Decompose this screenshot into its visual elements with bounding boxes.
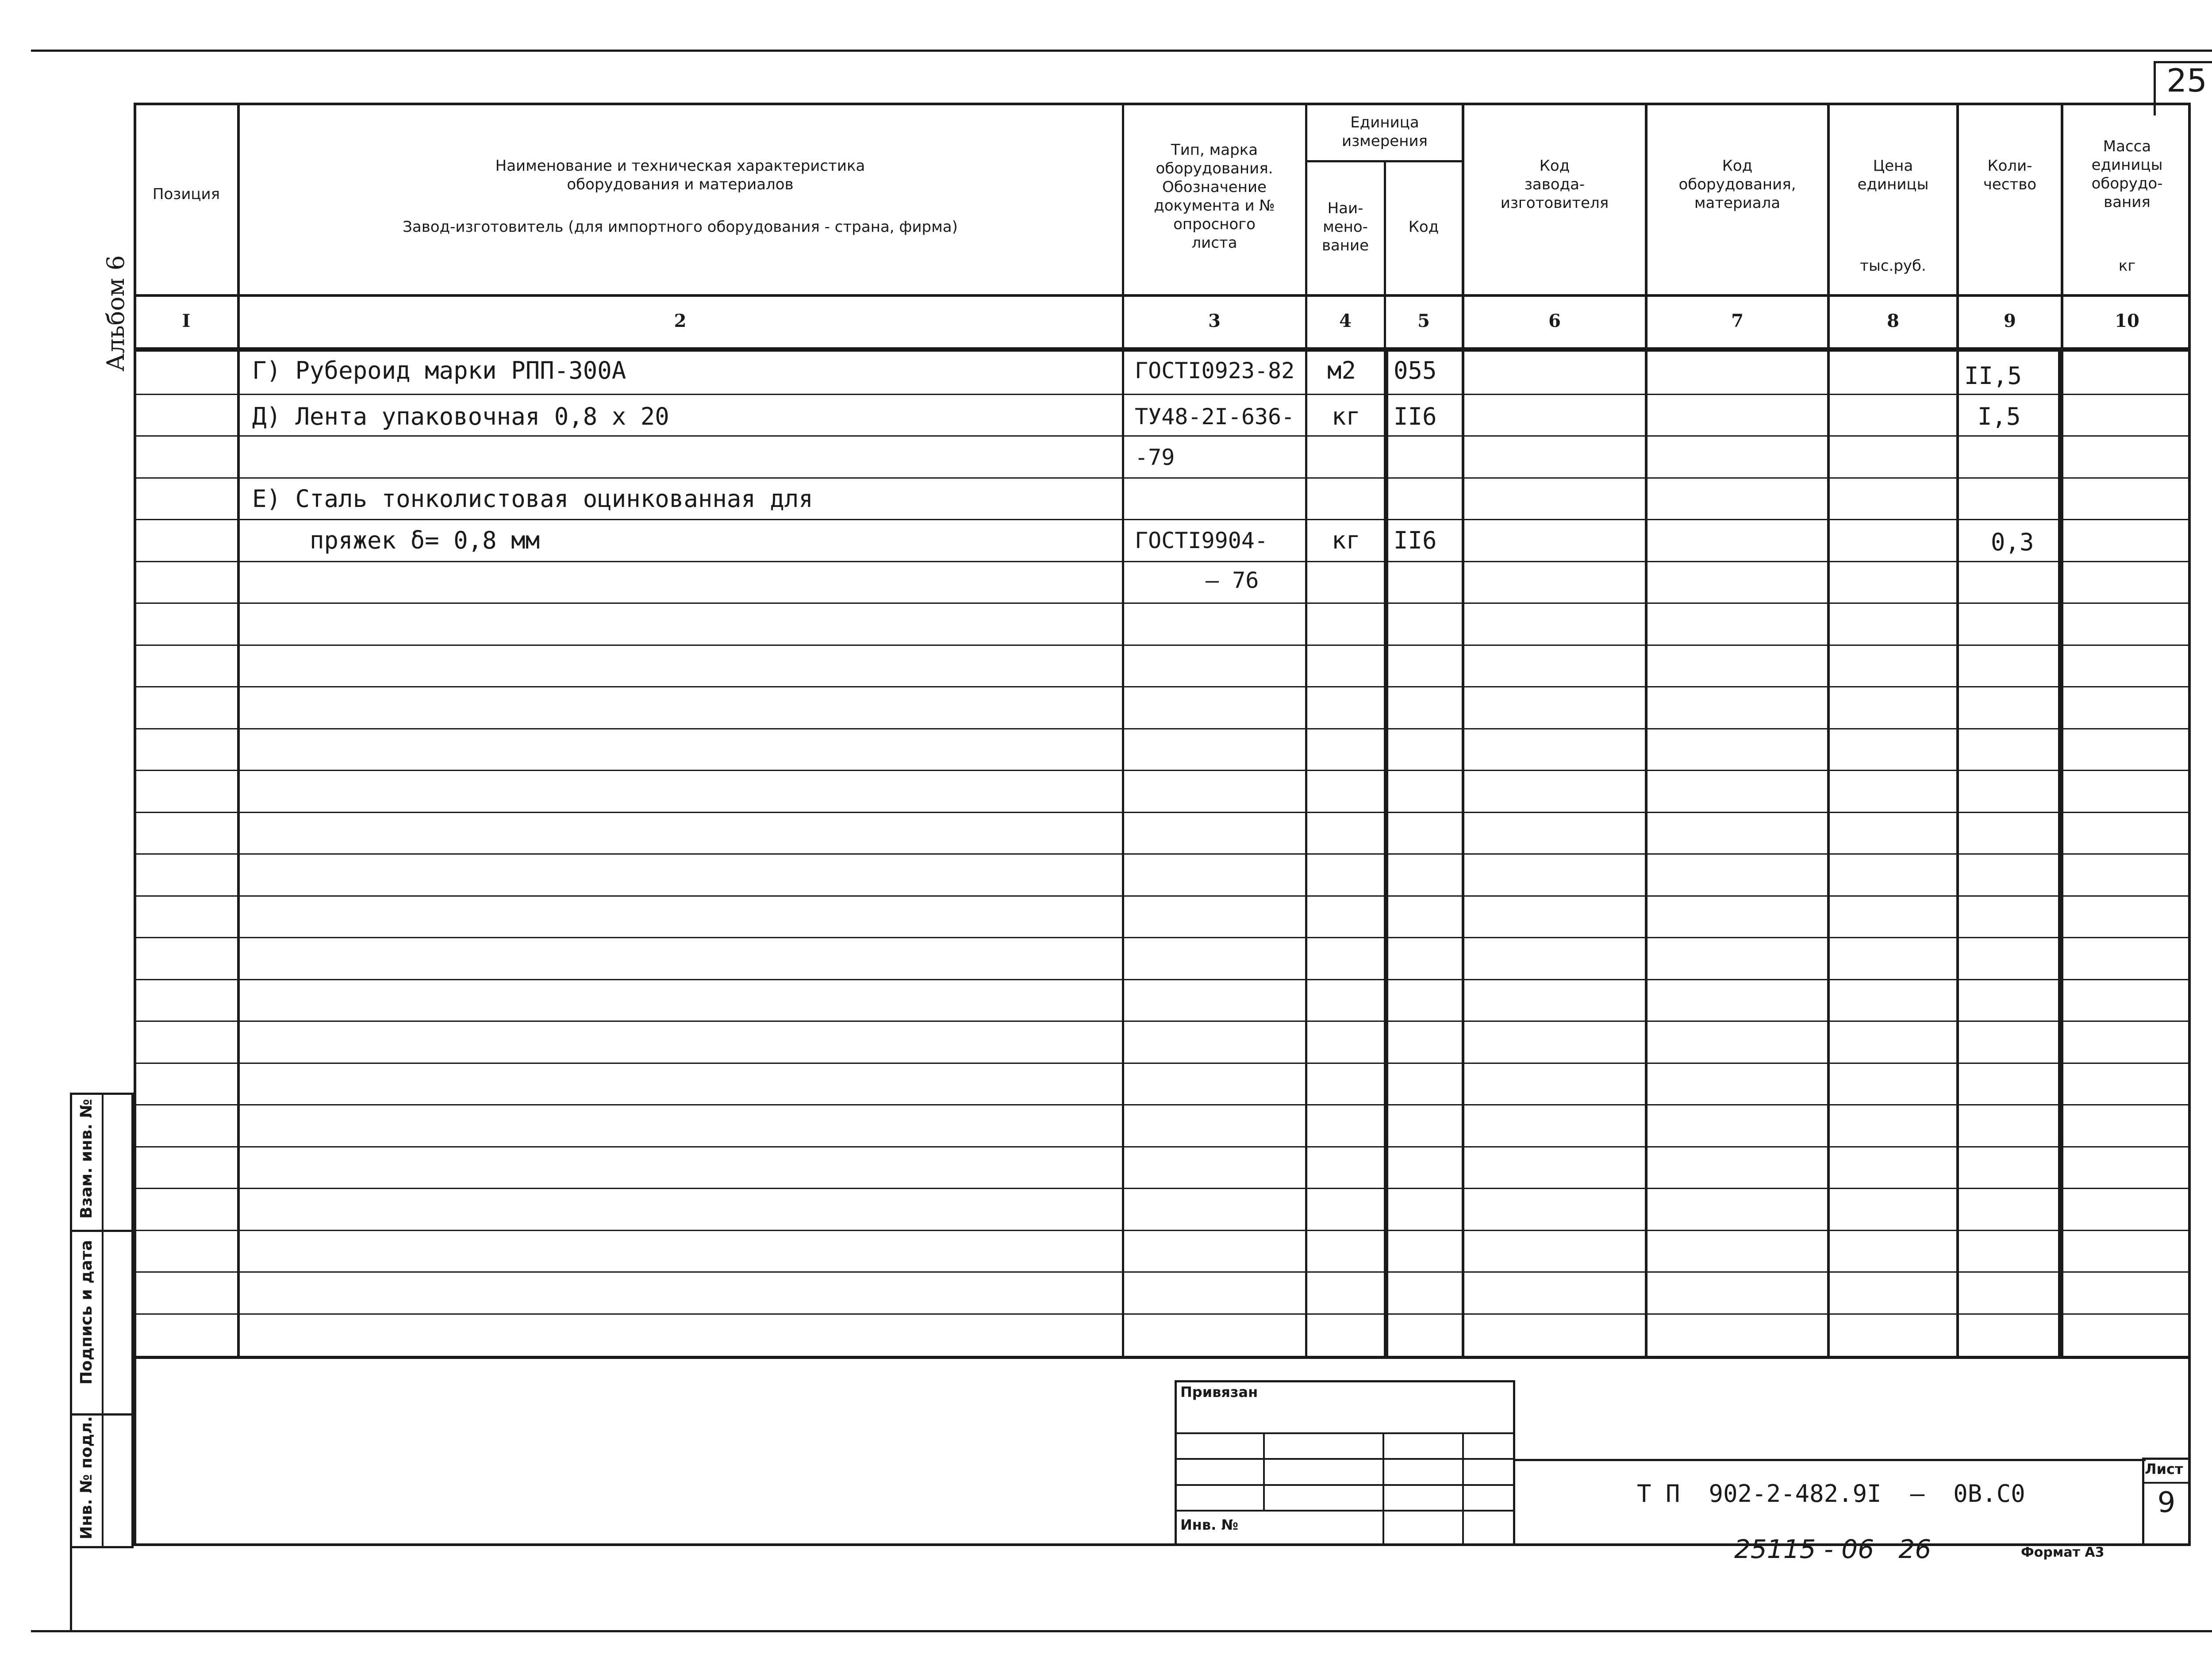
row-rule-2 — [134, 435, 2191, 437]
side-stamp-inv: Инв. № подл. — [77, 1416, 96, 1539]
sheet-number: 9 — [2157, 1486, 2176, 1519]
col-number-2: 2 — [674, 311, 687, 331]
col-number-7: 7 — [1731, 311, 1743, 331]
row-rule-21 — [134, 1230, 2191, 1231]
header-material-code: Код оборудования, материала — [1678, 157, 1796, 212]
col-divider-2 — [1122, 103, 1124, 1359]
row1-doc: ГОСТI0923-82 — [1135, 358, 1295, 384]
top-border-line — [31, 50, 2212, 52]
header-bottom-line — [134, 294, 2191, 297]
row-rule-10 — [134, 770, 2191, 771]
header-name: Наименование и техническая характеристика оборудования и материалов — [495, 157, 865, 193]
row1-unit: м2 — [1327, 357, 1356, 384]
privyazan-v1 — [1263, 1432, 1265, 1510]
privyazan-v2 — [1382, 1432, 1384, 1546]
privyazan-h2 — [1175, 1458, 1515, 1460]
col-number-10: 10 — [2115, 311, 2139, 331]
sheet-box-divider — [2142, 1482, 2191, 1484]
side-stamp-inner-line — [102, 1093, 104, 1548]
row-rule-23 — [134, 1313, 2191, 1315]
row-rule-12 — [134, 853, 2191, 855]
row-rule-4 — [134, 519, 2191, 520]
row-rule-6 — [134, 602, 2191, 604]
designation: Т П 902-2-482.9I – 0В.С0 — [1637, 1480, 2025, 1508]
header-position: Позиция — [152, 185, 220, 203]
header-manufacturer: Завод-изготовитель (для импортного оборудования - страна, фирма) — [403, 218, 958, 236]
row4-name: Е) Сталь тонколистовая оцинкованная для — [252, 485, 813, 513]
col-number-4: 4 — [1339, 311, 1352, 331]
header-mass: Масса единицы оборудо- вания — [2091, 138, 2163, 211]
row-rule-16 — [134, 1021, 2191, 1022]
header-price-unit: тыс.руб. — [1860, 257, 1926, 275]
row-rule-5 — [134, 561, 2191, 562]
header-unit-name: Наи- мено- вание — [1321, 200, 1369, 254]
col-number-5: 5 — [1417, 311, 1430, 331]
row2-unit: кг — [1332, 403, 1361, 430]
row-rule-1 — [134, 394, 2191, 395]
row2-qty: I,5 — [1978, 403, 2021, 430]
row-rule-3 — [134, 477, 2191, 479]
col-number-1: I — [182, 311, 191, 331]
row5-unit: кг — [1332, 526, 1361, 554]
privyazan-h3 — [1175, 1484, 1515, 1486]
row-rule-22 — [134, 1271, 2191, 1273]
header-quantity: Коли- чество — [1983, 157, 2037, 193]
header-mass-unit: кг — [2118, 257, 2136, 275]
row-rule-8 — [134, 686, 2191, 687]
header-price: Цена единицы — [1857, 157, 1929, 193]
row-rule-20 — [134, 1188, 2191, 1189]
row-rule-11 — [134, 812, 2191, 813]
spec-table — [134, 103, 2191, 1359]
row-rule-13 — [134, 895, 2191, 897]
col-number-6: 6 — [1548, 311, 1561, 331]
row2-code: II6 — [1394, 403, 1437, 430]
unit-group-divider — [1305, 160, 1464, 162]
colnum-bottom-line — [134, 347, 2191, 352]
col-divider-8 — [1956, 103, 1959, 1359]
col-divider-3 — [1305, 103, 1307, 1359]
format-label: Формат А3 — [2021, 1545, 2104, 1560]
header-type: Тип, марка оборудования. Обозначение документа и № опросного листа — [1154, 141, 1275, 252]
row-rule-18 — [134, 1104, 2191, 1105]
col-number-8: 8 — [1887, 311, 1899, 331]
row-rule-7 — [134, 645, 2191, 646]
col-number-9: 9 — [2004, 311, 2016, 331]
row-rule-15 — [134, 979, 2191, 980]
bottom-border-line — [31, 1630, 2212, 1632]
header-factory-code: Код завода- изготовителя — [1500, 157, 1609, 212]
stamp-frame — [134, 1356, 2191, 1546]
row2-name: Д) Лента упаковочная 0,8 х 20 — [252, 403, 669, 430]
designation-top-line — [1515, 1459, 2146, 1461]
col-number-3: 3 — [1208, 311, 1221, 331]
handwritten-number: 25115 - 06 26 — [1734, 1534, 1932, 1564]
row5-name: пряжек δ= 0,8 мм — [310, 526, 540, 554]
page-number: 25 — [2166, 62, 2207, 99]
row1-code: 055 — [1394, 357, 1437, 384]
row-rule-19 — [134, 1146, 2191, 1147]
row6-doc: – 76 — [1206, 568, 1259, 593]
row3-doc: -79 — [1135, 445, 1175, 470]
row-rule-9 — [134, 728, 2191, 729]
header-unit-group: Единица измерения — [1341, 114, 1428, 150]
col-divider-1 — [237, 103, 240, 1359]
row5-qty: 0,3 — [1991, 528, 2034, 556]
row1-qty: II,5 — [1964, 362, 2022, 390]
header-unit-code: Код — [1408, 218, 1439, 236]
row-rule-14 — [134, 937, 2191, 938]
side-stamp-podpis: Подпись и дата — [77, 1240, 96, 1385]
privyazan-h4 — [1175, 1510, 1515, 1512]
col-divider-7 — [1827, 103, 1830, 1359]
row5-code: II6 — [1394, 526, 1437, 554]
col-divider-6 — [1645, 103, 1647, 1359]
row2-doc: ТУ48-2I-636- — [1135, 404, 1295, 430]
row-rule-17 — [134, 1063, 2191, 1064]
privyazan-h1 — [1175, 1432, 1515, 1434]
sheet-label: Лист — [2145, 1461, 2183, 1477]
row1-name: Г) Рубероид марки РПП-300А — [252, 357, 626, 384]
inv-label: Инв. № — [1180, 1516, 1238, 1533]
album-label: Альбом 6 — [102, 255, 130, 372]
row5-doc: ГОСТI9904- — [1135, 528, 1268, 553]
privyazan-label: Привязан — [1180, 1384, 1258, 1401]
col-divider-5 — [1462, 103, 1464, 1359]
privyazan-v3 — [1462, 1432, 1464, 1546]
side-stamp-vzam: Взам. инв. № — [77, 1099, 96, 1219]
